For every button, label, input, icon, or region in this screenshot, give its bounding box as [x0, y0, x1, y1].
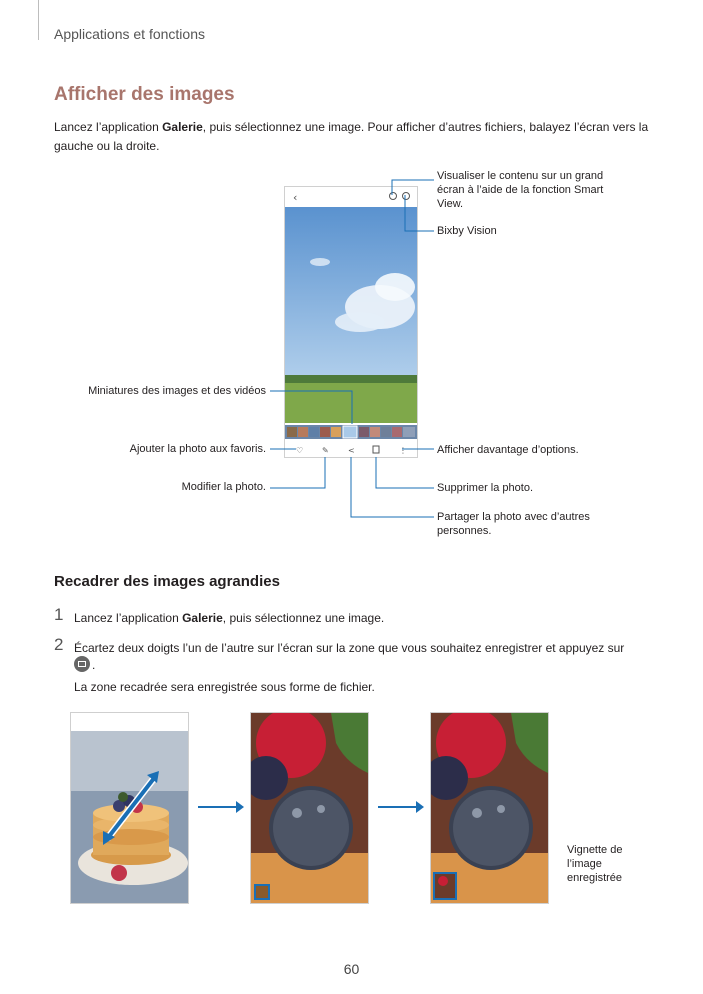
smart-view-icon[interactable]: [390, 193, 397, 200]
delete-icon[interactable]: [373, 446, 379, 453]
step-2-note: La zone recadrée sera enregistrée sous forme de fichier.: [74, 680, 375, 694]
callout-share: Partager la photo avec d’autres personnes.: [437, 511, 590, 537]
intro-before: Lancez l’application: [54, 120, 163, 134]
more-options-icon[interactable]: ⋮: [399, 446, 407, 455]
phone-illustration: [285, 187, 417, 457]
margin-line: [38, 0, 39, 40]
zoomed-screen: [250, 712, 369, 904]
pancake-screen: [70, 712, 189, 904]
saved-screen: [430, 712, 549, 904]
capture-icon[interactable]: [74, 656, 90, 672]
callout-edit: Modifier la photo.: [181, 481, 266, 493]
step-1-before: Lancez l’application: [74, 611, 183, 625]
step-2-number: 2: [54, 635, 64, 654]
section-header: Applications et fonctions: [54, 26, 205, 42]
saved-illustration: [431, 713, 548, 903]
subheading: Recadrer des images agrandies: [54, 573, 280, 590]
thumbnail-label: Vignette de l’image enregistrée: [567, 844, 623, 884]
intro-app-name: Galerie: [162, 120, 203, 134]
callout-bixby: Bixby Vision: [437, 225, 497, 237]
page-number: 60: [343, 961, 360, 977]
callout-delete: Supprimer la photo.: [437, 482, 533, 494]
pancake-illustration: [71, 713, 188, 903]
callout-favorite: Ajouter la photo aux favoris.: [129, 443, 266, 455]
edit-icon[interactable]: ✎: [322, 446, 329, 455]
back-icon[interactable]: ‹: [293, 191, 298, 204]
phone-screen: [284, 186, 418, 458]
step-2-end: .: [92, 658, 96, 672]
bixby-vision-icon[interactable]: [403, 193, 410, 200]
favorite-icon[interactable]: ♡: [296, 446, 304, 455]
arrow-2-head: [416, 801, 424, 813]
step-1-after: , puis sélectionnez une image.: [222, 611, 385, 625]
share-icon[interactable]: <: [348, 446, 355, 455]
arrow-1-head: [236, 801, 244, 813]
step-1-text: [74, 609, 384, 628]
zoomed-illustration: [251, 713, 368, 903]
callout-more: Afficher davantage d’options.: [437, 444, 579, 456]
step-2-line1: Écartez deux doigts l’un de l’autre sur l’écran sur la zone que vous souhaitez enregistrer et appuyez sur: [74, 641, 625, 655]
callout-thumbnails: Miniatures des images et des vidéos: [88, 385, 266, 397]
grass-field: [285, 383, 417, 423]
intro-paragraph: [54, 118, 654, 156]
intro-after: , puis sélectionnez une image. Pour afficher d’autres fichiers, balayez l’écran vers la gauche ou la droite.: [54, 120, 649, 153]
callout-smart-view: Visualiser le contenu sur un grand écran à l’aide de la fonction Smart View.: [437, 170, 604, 210]
step-1-app: Galerie: [182, 611, 223, 625]
page-title: Afficher des images: [54, 84, 235, 105]
step-1-number: 1: [54, 605, 64, 624]
